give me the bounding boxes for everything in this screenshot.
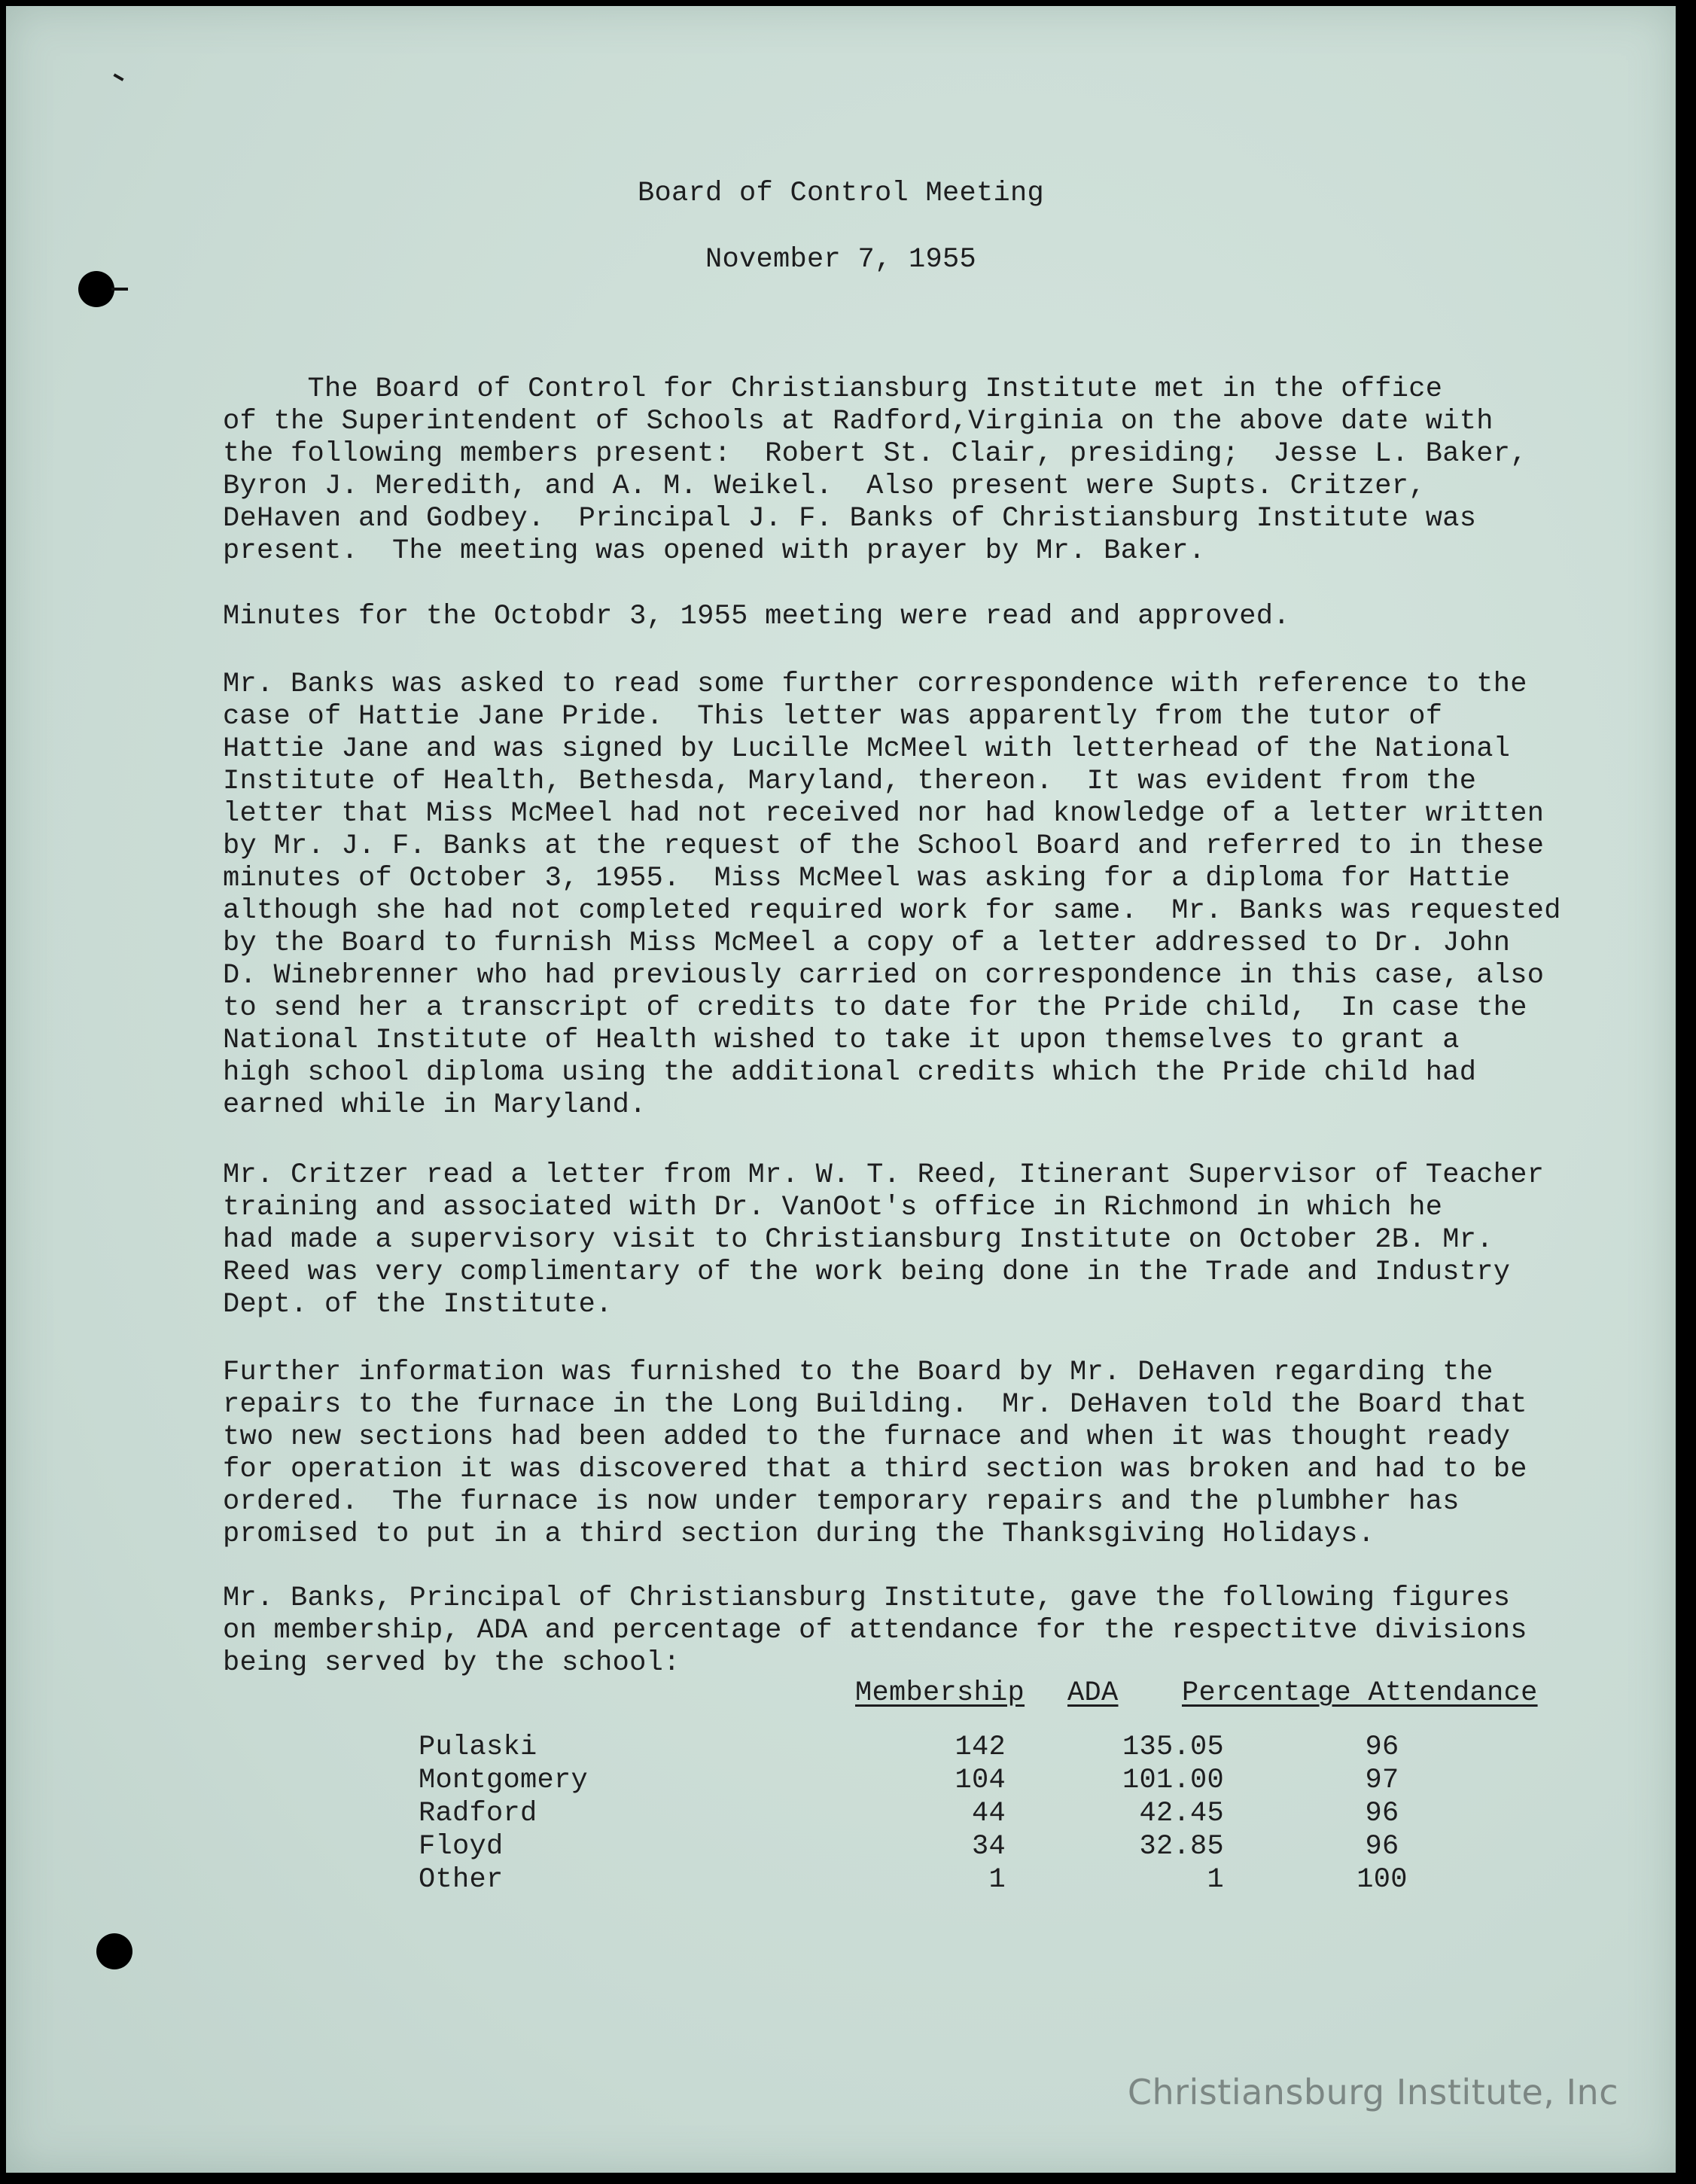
attendance-table [223,1677,1548,1903]
paragraph-minutes: Minutes for the Octobdr 3, 1955 meeting were read and approved. [223,601,1290,632]
table-row [223,1732,1548,1764]
pen-mark [109,73,123,87]
document-title: Board of Control Meeting [637,178,1045,209]
watermark-text: Christiansburg Institute, Inc [1127,2072,1618,2112]
row-division: Radford [419,1798,537,1829]
table-row [223,1831,1548,1863]
row-percentage: 96 [1365,1798,1399,1829]
table-row [223,1864,1548,1896]
row-membership: 44 [971,1798,1006,1829]
paragraph-pride-case: Mr. Banks was asked to read some further correspondence with reference to the case of Hattie Jane Pride. This letter was apparently from the tutor of Hattie Jane and was signed by Lucille McMeel with letterhead of the National Institute of Health, Bethesda, Maryland, thereon. It was evident from the letter that Miss McMeel had not received nor had knowledge of a letter written by Mr. J. F. Banks at the request of the School Board and referred to in these minutes of October 3, 1955. Miss McMeel was asking for a diploma for Hattie although she had not completed required work for same. Mr. Banks was requested by the Board to furnish Miss McMeel a copy of a letter addressed to Dr. John D. Winebrenner who had previously carried on correspondence in this case, also to send her a transcript of credits to date for the Pride child, In case the National Institute of Health wished to take it upon themselves to grant a high school diploma using the additional credits which the Pride child had earned while in Maryland. [223,669,1561,1121]
row-ada: 42.45 [1139,1798,1224,1829]
row-ada: 101.00 [1122,1765,1224,1796]
row-division: Other [419,1864,504,1896]
row-membership: 1 [988,1864,1006,1896]
punch-hole-bottom [96,1933,132,1969]
row-percentage: 100 [1356,1864,1408,1896]
table-row [223,1765,1548,1797]
row-ada: 32.85 [1139,1831,1224,1863]
row-ada: 135.05 [1122,1732,1224,1763]
table-row [223,1798,1548,1830]
row-percentage: 97 [1365,1765,1399,1796]
document-page [6,6,1676,2173]
row-membership: 104 [955,1765,1006,1796]
row-division: Montgomery [419,1765,589,1796]
table-header-percentage: Percentage Attendance [1182,1677,1538,1709]
row-division: Floyd [419,1831,504,1863]
paragraph-furnace: Further information was furnished to the Board by Mr. DeHaven regarding the repairs to the furnace in the Long Building. Mr. DeHaven told the Board that two new sections had been added to the furnace and when it was thought ready for operation it was discovered that a third section was broken and had to be ordered. The furnace is now under temporary repairs and the plumbher has promised to put in a third section during the Thanksgiving Holidays. [223,1357,1527,1550]
row-division: Pulaski [419,1732,537,1763]
row-ada: 1 [1207,1864,1224,1896]
table-header-membership: Membership [855,1677,1025,1709]
row-percentage: 96 [1365,1732,1399,1763]
punch-hole-top [78,271,114,307]
row-percentage: 96 [1365,1831,1399,1863]
paragraph-figures-intro: Mr. Banks, Principal of Christiansburg Institute, gave the following figures on membership, ADA and percentage of attendance for the respectitve divisions being served by the school: [223,1582,1527,1679]
row-membership: 142 [955,1732,1006,1763]
punch-hole-tick [111,288,128,291]
document-date: November 7, 1955 [705,244,977,276]
table-header-ada: ADA [1067,1677,1119,1709]
paragraph-reed-letter: Mr. Critzer read a letter from Mr. W. T. Reed, Itinerant Supervisor of Teacher training and associated with Dr. VanOot's office in Richmond in which he had made a supervisory visit to Christiansburg Institute on October 2B. Mr. Reed was very complimentary of the work being done in the Trade and Industry Dept. of the Institute. [223,1159,1545,1320]
row-membership: 34 [971,1831,1006,1863]
paragraph-attendance: The Board of Control for Christiansburg Institute met in the office of the Superintendent of Schools at Radford,Virginia on the above date with the following members present: Robert St. Clair, presiding; Jesse L. Baker, Byron J. Meredith, and A. M. Weikel. Also present were Supts. Critzer, DeHaven and Godbey. Principal J. F. Banks of Christiansburg Institute was present. The meeting was opened with prayer by Mr. Baker. [223,373,1527,567]
